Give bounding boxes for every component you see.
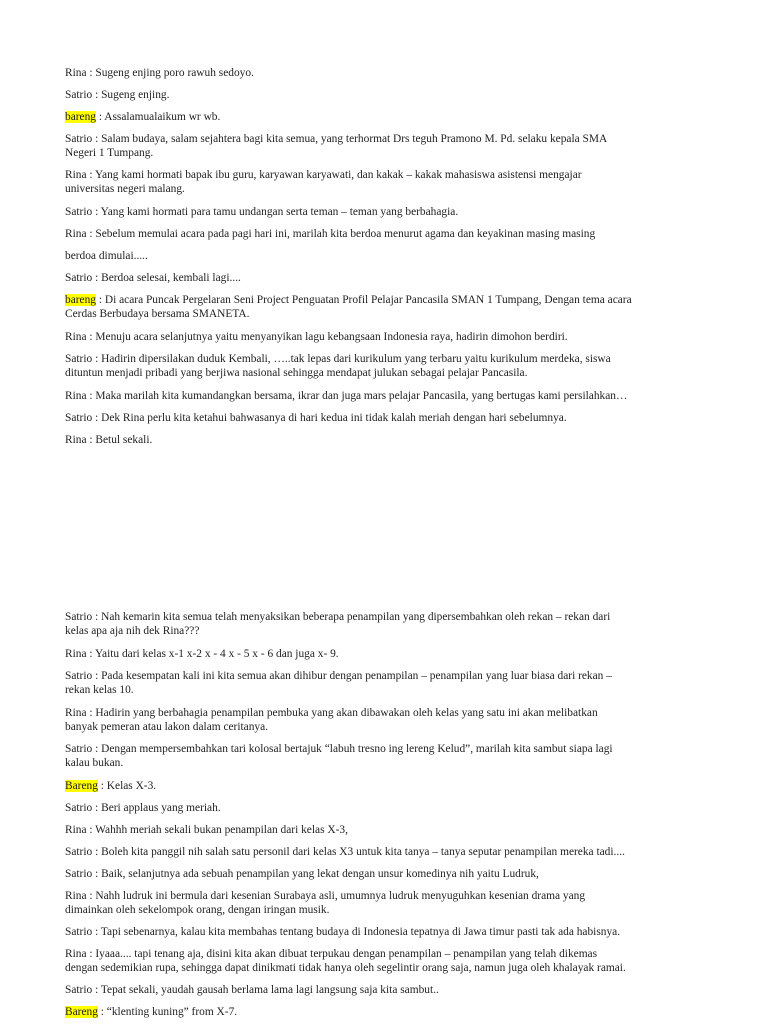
dialogue-text-line [65,88,169,102]
dialogue-text-line [65,293,632,307]
dialogue-text: Yang kami hormati para tamu undangan serta teman – teman yang berbahagia. [100,206,459,218]
speaker-separator: : [92,802,102,814]
dialogue-text-line [65,168,582,182]
speaker-name: Bareng [65,1006,98,1018]
dialogue-text: Sugeng enjing poro rawuh sedoyo. [95,67,254,79]
dialogue-text-line [65,205,458,219]
dialogue-text: universitas negeri malang. [65,183,185,195]
speaker-name: Rina [65,169,87,181]
dialogue-text-line [65,779,156,793]
speaker-separator: : [86,948,96,960]
speaker-name: Satrio [65,272,93,284]
dialogue-text-line [65,146,153,160]
speaker-name: Rina [65,648,87,660]
speaker-separator: : [92,133,102,145]
speaker-name: Rina [65,948,87,960]
speaker-separator: : [86,707,96,719]
dialogue-text-line [65,610,610,624]
dialogue-text: Salam budaya, salam sejahtera bagi kita semua, yang terhormat Drs teguh Pramono M. Pd. selaku kepala SMA [101,133,608,145]
dialogue-text: Kelas X-3. [106,780,157,792]
dialogue-text-line [65,801,221,815]
dialogue-text: Wahhh meriah sekali bukan penampilan dari kelas X-3, [95,824,348,836]
dialogue-text-line [65,683,134,697]
speaker-separator: : [92,743,102,755]
speaker-name: Satrio [65,846,93,858]
speaker-separator: : [92,846,102,858]
dialogue-text: Assalamualaikum wr wb. [104,111,221,123]
speaker-name: Satrio [65,353,93,365]
speaker-separator: : [86,331,96,343]
speaker-separator: : [92,89,102,101]
dialogue-text-line [65,756,123,770]
speaker-separator: : [92,868,102,880]
speaker-name: bareng [65,111,96,123]
dialogue-text: Sugeng enjing. [101,89,170,101]
dialogue-text: Hadirin yang berbahagia penampilan pembuka yang akan dibawakan oleh kelas yang satu ini akan melibatkan [95,707,598,719]
dialogue-text-line [65,330,568,344]
dialogue-text: Pada kesempatan kali ini kita semua akan dihibur dengan penampilan – penampilan yang luar biasa dari rekan – [101,670,612,682]
dialogue-text-line [65,889,585,903]
speaker-name: Rina [65,890,87,902]
dialogue-text: Cerdas Berbudaya bersama SMANETA. [65,308,250,320]
dialogue-text-line [65,947,597,961]
speaker-name: Rina [65,390,87,402]
dialogue-text: Nahh ludruk ini bermula dari kesenian Surabaya asli, umumnya ludruk menyuguhkan kesenian drama yang [95,890,586,902]
speaker-name: Satrio [65,926,93,938]
speaker-name: Satrio [65,412,93,424]
dialogue-text-line [65,961,626,975]
dialogue-text: Tapi sebenarnya, kalau kita membahas tentang budaya di Indonesia tepatnya di Jawa timur pasti tak ada habisnya. [100,926,621,938]
dialogue-text: Dengan mempersembahkan tari kolosal bertajuk “labuh tresno ing lereng Kelud”, marilah kita sambut siapa lagi [101,743,613,755]
speaker-name: Rina [65,228,87,240]
speaker-name: Rina [65,331,87,343]
speaker-separator: : [92,984,101,996]
speaker-separator: : [86,890,96,902]
speaker-separator: : [86,390,96,402]
speaker-separator: : [96,111,105,123]
dialogue-text: dengan sedemikian rupa, sehingga dapat dinikmati tidak hanya oleh segelintir orang saja, namun juga oleh khalayak ramai. [65,962,626,974]
dialogue-text: Beri applaus yang meriah. [101,802,221,814]
dialogue-text: “klenting kuning” from X-7. [106,1006,238,1018]
speaker-separator: : [86,648,95,660]
dialogue-text-line [65,867,539,881]
speaker-name: Rina [65,707,87,719]
dialogue-text-line [65,1005,237,1019]
speaker-name: Satrio [65,802,93,814]
dialogue-text-line [65,389,627,403]
speaker-separator: : [86,67,96,79]
dialogue-text: Baik, selanjutnya ada sebuah penampilan yang lekat dengan unsur komedinya nih yaitu Ludruk, [101,868,539,880]
speaker-name: Satrio [65,89,93,101]
speaker-separator: : [92,272,102,284]
dialogue-text-line [65,110,220,124]
dialogue-text: Maka marilah kita kumandangkan bersama, ikrar dan juga mars pelajar Pancasila, yang bertugas kami persilahkan… [95,390,628,402]
speaker-separator: : [86,434,96,446]
dialogue-text-line [65,742,613,756]
dialogue-text: dimainkan oleh sekelompok orang, dengan iringan musik. [65,904,330,916]
dialogue-text: Dek Rina perlu kita ketahui bahwasanya di hari kedua ini tidak kalah meriah dengan hari sebelumnya. [101,412,567,424]
speaker-name: Satrio [65,984,93,996]
dialogue-text: Nah kemarin kita semua telah menyaksikan beberapa penampilan yang dipersembahkan oleh rekan – rekan dari [101,611,611,623]
speaker-name: Rina [65,434,87,446]
dialogue-text: Tepat sekali, yaudah gausah berlama lama lagi langsung saja kita sambut.. [100,984,439,996]
speaker-name: Satrio [65,670,93,682]
dialogue-text: Yang kami hormati bapak ibu guru, karyawan karyawati, dan kakak – kakak mahasiswa asistensi mengajar [94,169,582,181]
speaker-name: Satrio [65,611,93,623]
speaker-name: Satrio [65,868,93,880]
dialogue-text: banyak pemeran atau lakon dalam ceritanya. [65,721,269,733]
dialogue-text: rekan kelas 10. [65,684,134,696]
dialogue-text-line [65,845,625,859]
dialogue-text-line [65,411,567,425]
dialogue-text: Boleh kita panggil nih salah satu personil dari kelas X3 untuk kita tanya – tanya seputar penampilan mereka tadi.... [101,846,625,858]
speaker-name: Satrio [65,743,93,755]
speaker-separator: : [97,1006,107,1018]
speaker-separator: : [92,926,101,938]
speaker-separator: : [86,824,96,836]
dialogue-text-line [65,366,527,380]
dialogue-text-line [65,433,152,447]
dialogue-text: dituntun menjadi pribadi yang berjiwa nasional sehingga mendapat julukan sebagai pelajar Pancasila. [65,367,528,379]
dialogue-text-line [65,227,595,241]
speaker-separator: : [92,206,101,218]
dialogue-text: Hadirin dipersilakan duduk Kembali, …..tak lepas dari kurikulum yang terbaru yaitu kurikulum merdeka, siswa [101,353,611,365]
dialogue-text: Betul sekali. [95,434,153,446]
dialogue-text: berdoa dimulai..... [65,250,148,262]
dialogue-text: Menuju acara selanjutnya yaitu menyanyikan lagu kebangsaan Indonesia raya, hadirin dimohon berdiri. [95,331,568,343]
speaker-name: Satrio [65,133,93,145]
speaker-separator: : [92,670,102,682]
dialogue-text: Negeri 1 Tumpang. [65,147,154,159]
dialogue-text-line [65,271,241,285]
dialogue-text-line [65,352,611,366]
dialogue-text: Iyaaa.... tapi tenang aja, disini kita akan dibuat terpukau dengan penampilan – penampilan yang telah dikemas [95,948,598,960]
dialogue-text: Di acara Puncak Pergelaran Seni Project Penguatan Profil Pelajar Pancasila SMAN 1 Tumpang, Dengan tema acara [104,294,632,306]
dialogue-text-line [65,925,620,939]
speaker-name: Rina [65,824,87,836]
speaker-separator: : [96,294,105,306]
dialogue-text-line [65,647,339,661]
dialogue-text: Berdoa selesai, kembali lagi.... [101,272,241,284]
dialogue-text: Sebelum memulai acara pada pagi hari ini, marilah kita berdoa menurut agama dan keyakinan masing masing [95,228,596,240]
speaker-separator: : [92,353,102,365]
dialogue-text-line [65,669,612,683]
dialogue-text-line [65,624,199,638]
dialogue-text-line [65,903,329,917]
dialogue-text-line [65,823,348,837]
speaker-separator: : [97,780,107,792]
dialogue-text-line [65,182,185,196]
dialogue-text-line [65,706,598,720]
dialogue-text-line [65,307,249,321]
speaker-name: Bareng [65,780,98,792]
dialogue-text: kalau bukan. [65,757,124,769]
speaker-name: Satrio [65,206,93,218]
speaker-separator: : [86,169,95,181]
dialogue-text: Yaitu dari kelas x-1 x-2 x - 4 x - 5 x - 6 dan juga x- 9. [94,648,339,660]
speaker-separator: : [92,611,102,623]
dialogue-text-line [65,249,148,263]
speaker-separator: : [86,228,96,240]
dialogue-text-line [65,132,607,146]
dialogue-text-line [65,983,439,997]
dialogue-text-line [65,66,254,80]
speaker-name: bareng [65,294,96,306]
speaker-separator: : [92,412,102,424]
dialogue-text: kelas apa aja nih dek Rina??? [65,625,200,637]
dialogue-text-line [65,720,268,734]
speaker-name: Rina [65,67,87,79]
